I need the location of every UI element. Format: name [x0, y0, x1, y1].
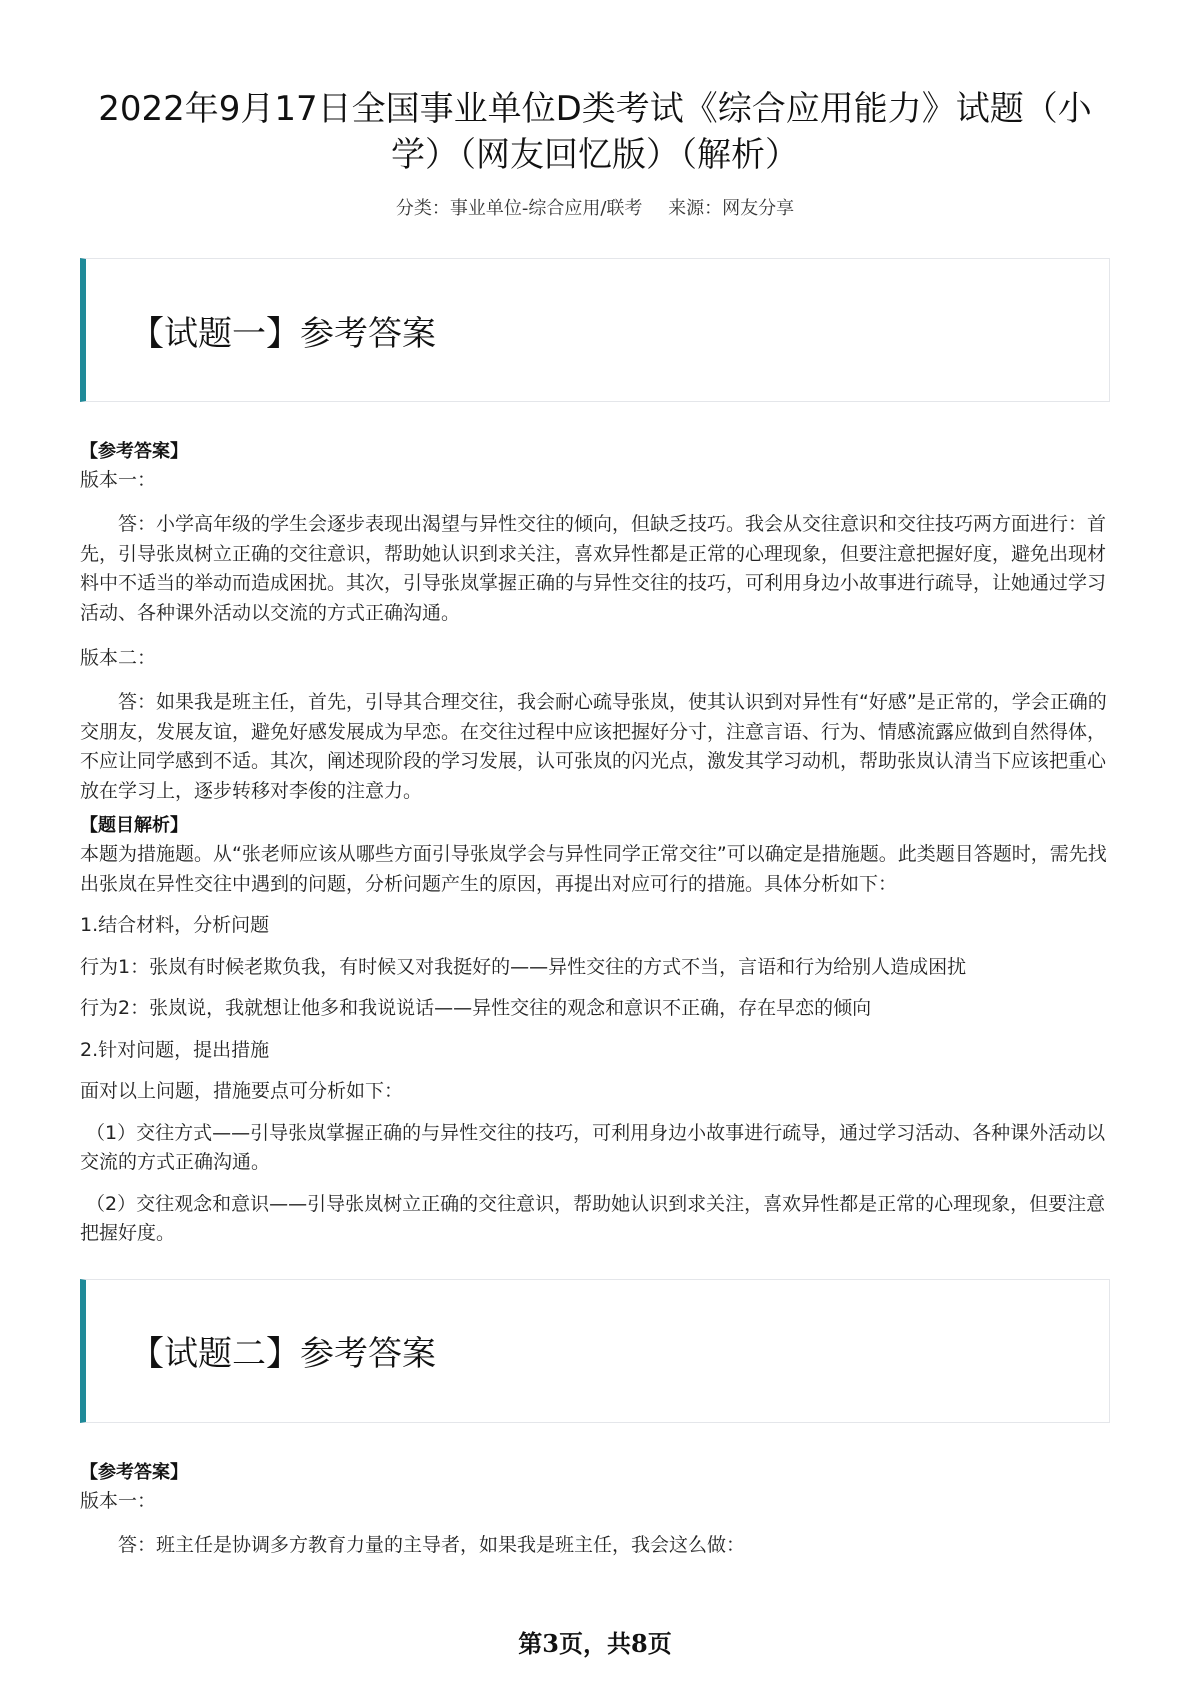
analysis-paragraph: 本题为措施题。从“张老师应该从哪些方面引导张岚学会与异性同学正常交往”可以确定是措施题。此类题目答题时，需先找出张岚在异性交往中遇到的问题，分析问题产生的原因，再提出对应可行的措施。具体分析如下：: [80, 843, 1107, 895]
section-heading-2-text: 【试题二】参考答案: [130, 1334, 436, 1374]
measure-item: （1）交往方式——引导张岚掌握正确的与异性交往的技巧，可利用身边小故事进行疏导，通过学习活动、各种课外活动以交流的方式正确沟通。: [80, 1121, 1106, 1173]
document-meta: [80, 196, 1110, 222]
section-heading-1-text: 【试题一】参考答案: [130, 313, 436, 354]
analysis-behavior: 行为2：张岚说，我就想让他多和我说说话——异性交往的观念和意识不正确，存在早恋的倾向: [80, 997, 872, 1019]
version-label: 版本一：: [80, 1489, 157, 1512]
document-page: [80, 0, 1110, 1560]
answer-paragraph: 答：班主任是协调多方教育力量的主导者，如果我是班主任，我会这么做：: [118, 1533, 746, 1556]
analysis-label: 【题目解析】: [80, 815, 188, 836]
version-label: 版本二：: [80, 647, 157, 669]
version-label: 版本一：: [80, 469, 157, 491]
measure-item: （2）交往观念和意识——引导张岚树立正确的交往意识，帮助她认识到求关注，喜欢异性都是正常的心理现象，但要注意把握好度。: [80, 1192, 1106, 1244]
analysis-point: 1.结合材料，分析问题: [80, 914, 270, 936]
answer-label: 【参考答案】: [80, 441, 188, 462]
analysis-behavior: 行为1：张岚有时候老欺负我，有时候又对我挺好的——异性交往的方式不当，言语和行为给别人造成困扰: [80, 955, 967, 978]
category-label: 分类：事业单位-综合应用/联考: [395, 198, 643, 219]
answer-paragraph: 答：如果我是班主任，首先，引导其合理交往，我会耐心疏导张岚，使其认识到对异性有“好感”是正常的，学会正确的交朋友，发展友谊，避免好感发展成为早恋。在交往过程中应该把握好分寸，注意言语、行为、情感流露应做到自然得体，不应让同学感到不适。其次，阐述现阶段的学习发展，认可张岚的闪光点，激发其学习动机，帮助张岚认清当下应该把重心放在学习上，逐步转移对李俊的注意力。: [80, 691, 1107, 802]
source-label: 来源：网友分享: [668, 198, 795, 219]
document-title: 2022年9月17日全国事业单位D类考试《综合应用能力》试题（小学）（网友回忆版）（解析）: [98, 89, 1092, 175]
section-heading-2: [80, 1279, 1110, 1423]
analysis-paragraph: 面对以上问题，措施要点可分析如下：: [80, 1080, 404, 1102]
answer-paragraph: 答：小学高年级的学生会逐步表现出渴望与异性交往的倾向，但缺乏技巧。我会从交往意识和交往技巧两方面进行：首先，引导张岚树立正确的交往意识，帮助她认识到求关注，喜欢异性都是正常的心理现象，但要注意把握好度，避免出现材料中不适当的举动而造成困扰。其次，引导张岚掌握正确的与异性交往的技巧，可利用身边小故事进行疏导，让她通过学习活动、各种课外活动以交流的方式正确沟通。: [80, 513, 1107, 624]
page-number: 第3页，共8页: [518, 1629, 672, 1658]
answer-label: 【参考答案】: [80, 1461, 188, 1483]
section-heading-1: [80, 258, 1110, 402]
analysis-point: 2.针对问题，提出措施: [80, 1038, 270, 1061]
